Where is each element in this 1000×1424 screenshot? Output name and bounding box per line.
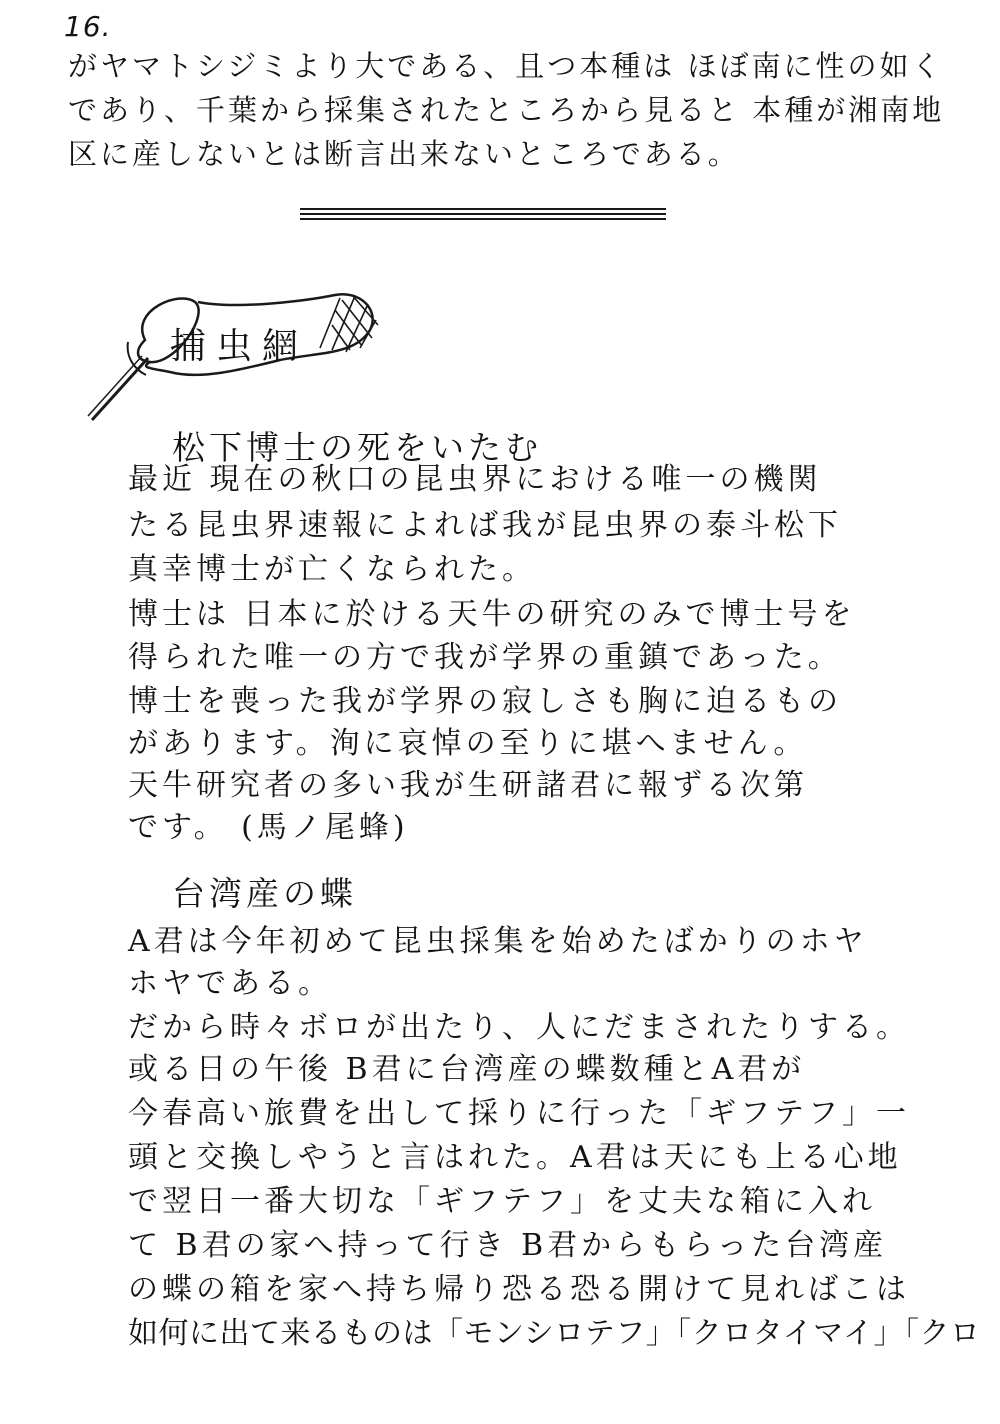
body-line: の蝶の箱を家へ持ち帰り恐る恐る開けて見ればこは — [128, 1272, 910, 1307]
page-number: 16. — [64, 10, 112, 43]
continuation-line: であり、千葉から採集されたところから見ると 本種が湘南地 — [68, 93, 945, 127]
section-title: 台湾産の蝶 — [172, 874, 357, 913]
body-line: で翌日一番大切な「ギフテフ」を丈夫な箱に入れ — [128, 1184, 876, 1219]
body-line: 博士は 日本に於ける天牛の研究のみで博士号を — [128, 597, 856, 632]
body-line: A君は今年初めて昆虫採集を始めたばかりのホヤ — [128, 924, 868, 959]
body-line: ホヤである。 — [128, 966, 332, 1001]
body-line: です。 (馬ノ尾蜂) — [128, 810, 409, 845]
body-line: 得られた唯一の方で我が学界の重鎮であった。 — [128, 640, 842, 675]
section-title: 松下博士の死をいたむ — [172, 428, 542, 467]
body-line: だから時々ボロが出たり、人にだまされたりする。 — [128, 1010, 910, 1045]
body-line: 頭と交換しやうと言はれた。A君は天にも上る心地 — [128, 1140, 902, 1175]
body-line: 博士を喪った我が学界の寂しさも胸に迫るもの — [128, 684, 842, 719]
net-label: 捕虫網 — [170, 326, 309, 367]
continuation-line: がヤマトシジミより大である、且つ本種は ほぼ南に性の如く — [68, 49, 944, 83]
body-line: 真幸博士が亡くなられた。 — [128, 552, 536, 587]
body-line: 最近 現在の秋口の昆虫界における唯一の機関 — [128, 462, 822, 497]
body-line: 或る日の午後 B君に台湾産の蝶数種とA君が — [128, 1052, 806, 1087]
body-line: たる昆虫界速報によれば我が昆虫界の泰斗松下 — [128, 508, 842, 543]
body-line: 如何に出て来るものは「モンシロテフ」「クロタイマイ」「クロ — [128, 1316, 981, 1351]
body-line: 今春高い旅費を出して採りに行った「ギフテフ」一 — [128, 1096, 910, 1131]
body-line: があります。洵に哀悼の至りに堪へません。 — [128, 726, 808, 761]
body-line: 天牛研究者の多い我が生研諸君に報ずる次第 — [128, 768, 808, 803]
continuation-line: 区に産しないとは断言出来ないところである。 — [68, 137, 740, 171]
double-rule-divider — [300, 208, 666, 222]
body-line: て B君の家へ持って行き B君からもらった台湾産 — [128, 1228, 888, 1263]
